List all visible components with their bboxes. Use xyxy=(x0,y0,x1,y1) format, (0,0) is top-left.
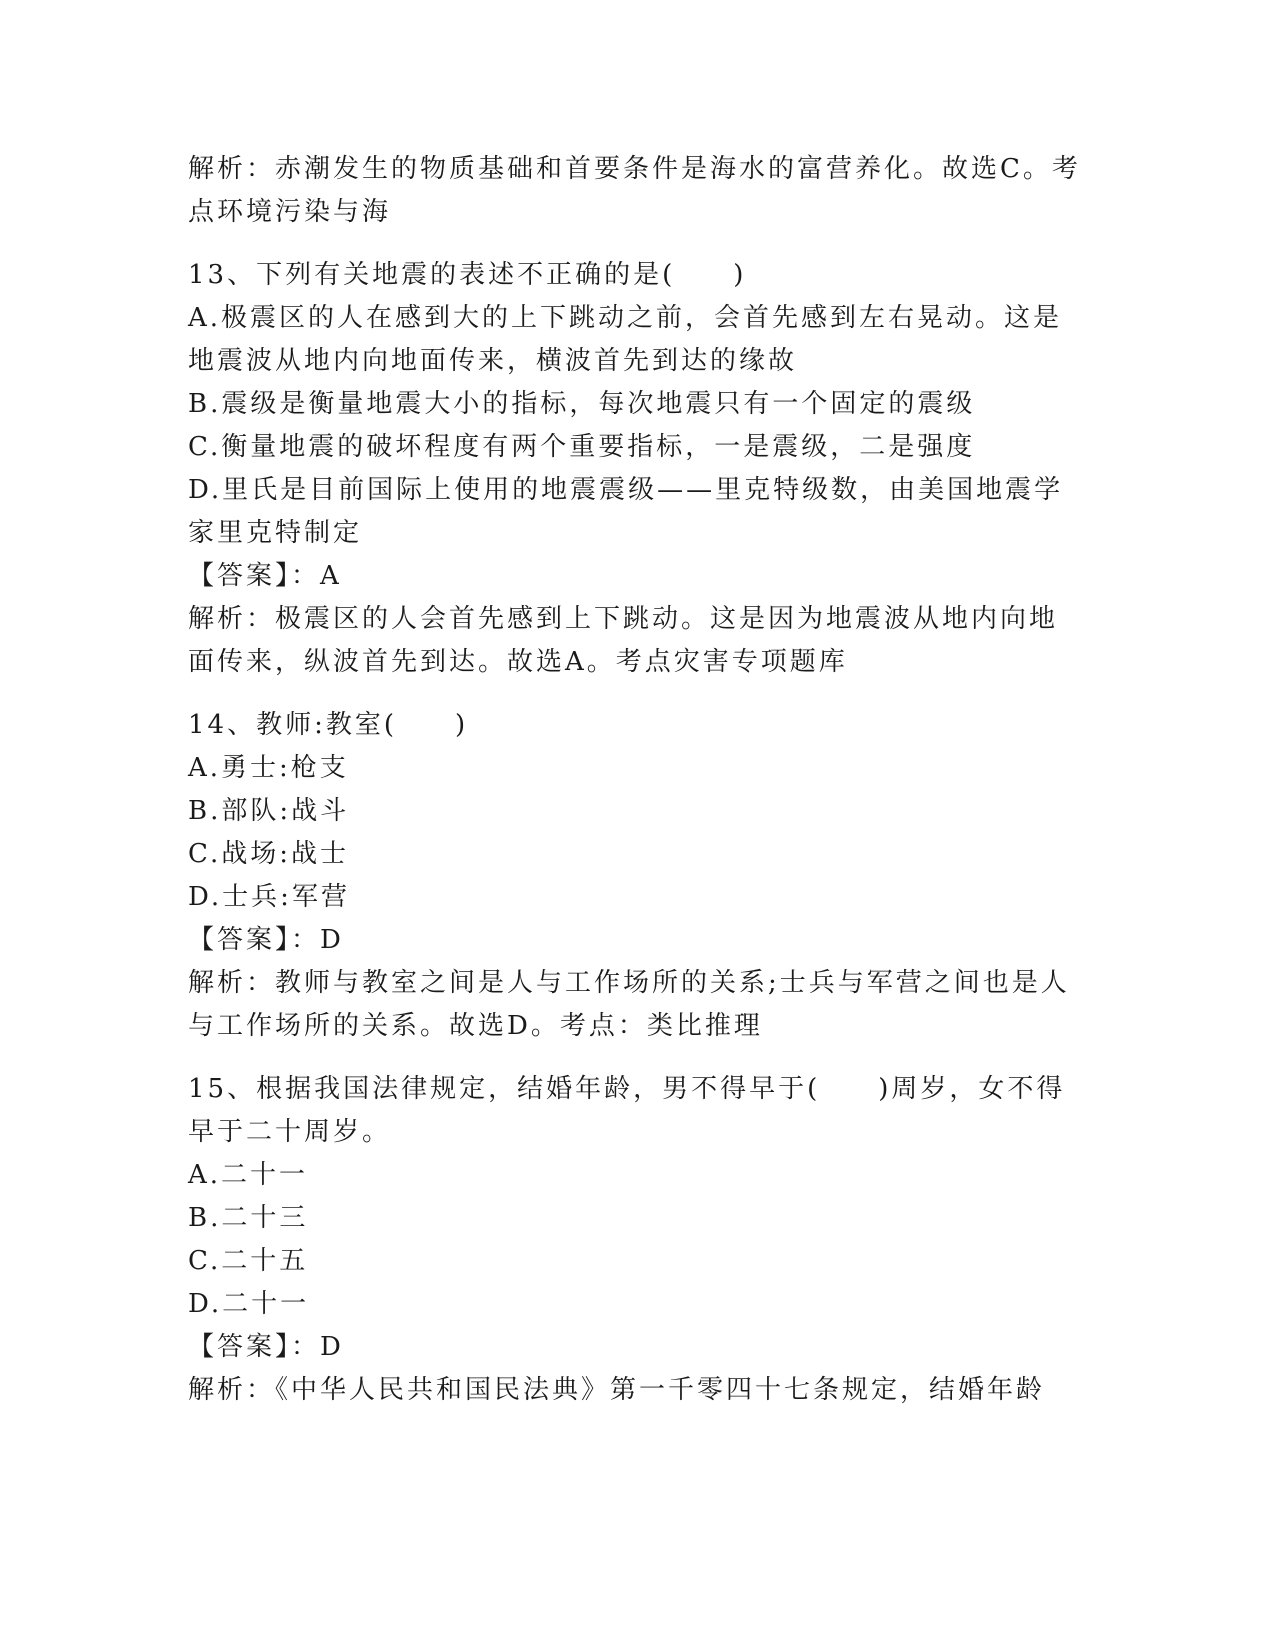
answer-line: 【答案】：D xyxy=(188,1332,344,1362)
explanation-line: 解析：极震区的人会首先感到上下跳动。这是因为地震波从地内向地 xyxy=(188,604,1059,634)
option-c-line: C.二十五 xyxy=(188,1246,309,1276)
question-14-stem: 14、教师:教室( ) xyxy=(188,710,469,740)
option-d-line-cont: 家里克特制定 xyxy=(188,518,363,548)
explanation-line: 解析：赤潮发生的物质基础和首要条件是海水的富营养化。故选C。考 xyxy=(188,154,1081,184)
option-a-line: A.极震区的人在感到大的上下跳动之前，会首先感到左右晃动。这是 xyxy=(188,303,1063,333)
option-d-line: D.二十一 xyxy=(188,1289,310,1319)
block-gap xyxy=(188,234,1088,254)
question-15-stem-cont: 早于二十周岁。 xyxy=(188,1117,392,1147)
option-d-line: D.士兵:军营 xyxy=(188,882,350,912)
explanation-line: 点环境污染与海 xyxy=(188,197,392,227)
option-c-line: C.战场:战士 xyxy=(188,839,349,869)
question-15-block xyxy=(188,1068,1088,1412)
option-c-line: C.衡量地震的破坏程度有两个重要指标，一是震级，二是强度 xyxy=(188,432,976,462)
answer-line: 【答案】：A xyxy=(188,561,342,591)
option-d-line: D.里氏是目前国际上使用的地震震级——里克特级数，由美国地震学 xyxy=(188,475,1064,505)
document-page xyxy=(188,148,1088,1412)
explanation-line: 面传来，纵波首先到达。故选A。考点灾害专项题库 xyxy=(188,647,848,677)
block-gap xyxy=(188,1048,1088,1068)
explanation-line: 解析：教师与教室之间是人与工作场所的关系;士兵与军营之间也是人 xyxy=(188,968,1070,998)
question-13-stem: 13、下列有关地震的表述不正确的是( ) xyxy=(188,260,747,290)
explanation-line: 解析：《中华人民共和国民法典》第一千零四十七条规定，结婚年龄 xyxy=(188,1375,1046,1405)
question-15-stem: 15、根据我国法律规定，结婚年龄，男不得早于( )周岁，女不得 xyxy=(188,1074,1066,1104)
option-b-line: B.二十三 xyxy=(188,1203,309,1233)
question-13-block xyxy=(188,254,1088,684)
question-14-block xyxy=(188,704,1088,1048)
block-gap xyxy=(188,684,1088,704)
answer-line: 【答案】：D xyxy=(188,925,344,955)
option-a-line: A.勇士:枪支 xyxy=(188,753,349,783)
explanation-line: 与工作场所的关系。故选D。考点：类比推理 xyxy=(188,1011,763,1041)
option-a-line: A.二十一 xyxy=(188,1160,309,1190)
q12-explanation-block xyxy=(188,148,1088,234)
option-b-line: B.部队:战斗 xyxy=(188,796,350,826)
option-a-line-cont: 地震波从地内向地面传来，横波首先到达的缘故 xyxy=(188,346,798,376)
option-b-line: B.震级是衡量地震大小的指标，每次地震只有一个固定的震级 xyxy=(188,389,976,419)
